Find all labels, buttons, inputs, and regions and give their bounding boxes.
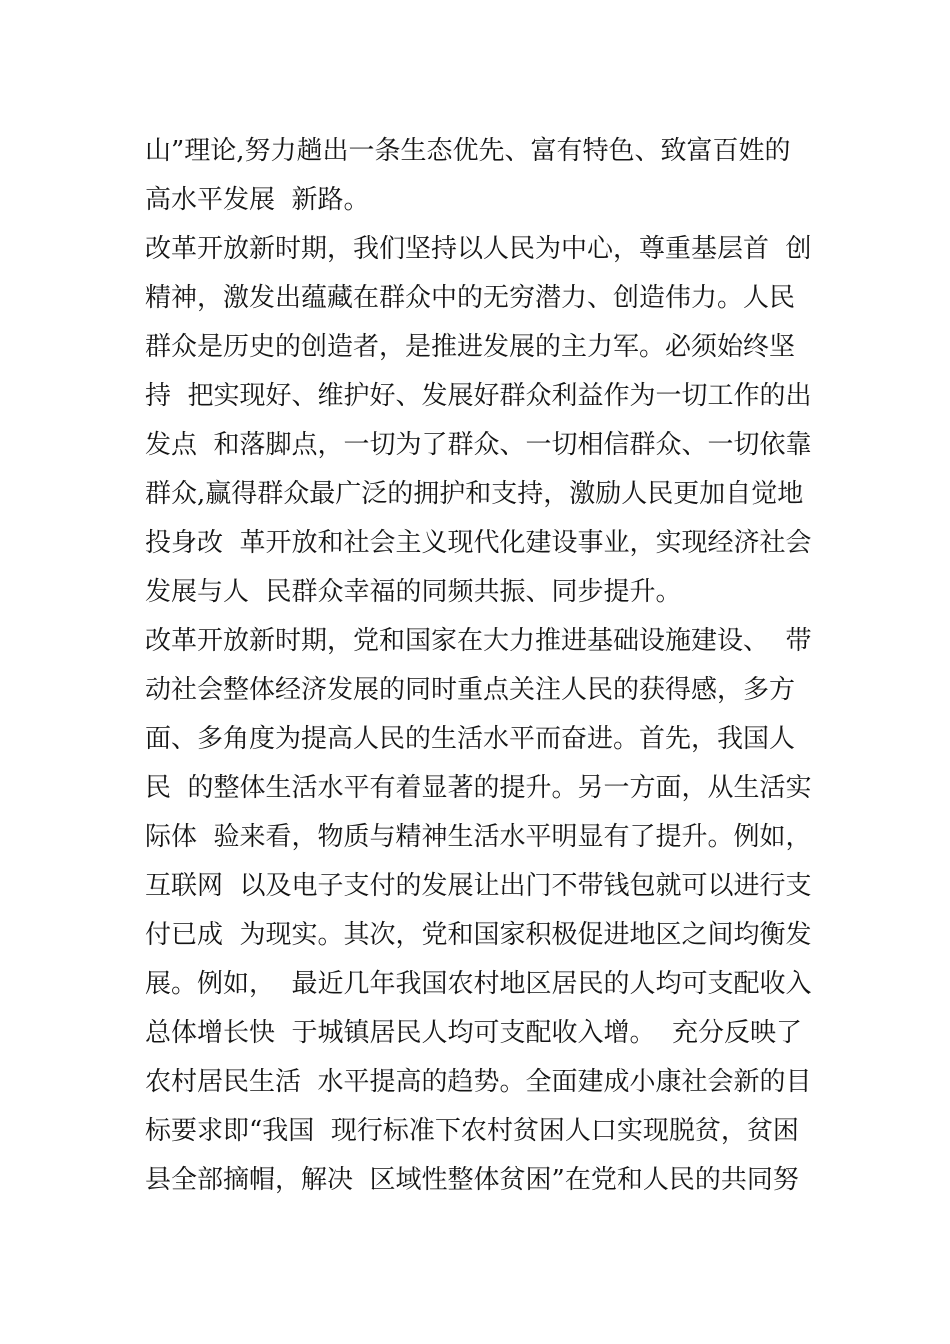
text-line: 展。例如， 最近几年我国农村地区居民的人均可支配收入 xyxy=(145,969,812,999)
text-line: 标要求即“我国 现行标准下农村贫困人口实现脱贫，贫困 xyxy=(145,1116,799,1146)
text-line: 群众是历史的创造者，是推进发展的主力军。必须始终坚 xyxy=(145,332,796,362)
text-line: 县全部摘帽，解决 区域性整体贫困”在党和人民的共同努 xyxy=(145,1165,799,1195)
text-line: 改革开放新时期，党和国家在大力推进基础设施建设、 带 xyxy=(145,626,812,656)
text-line: 民 的整体生活水平有着显著的提升。另一方面，从生活实 xyxy=(145,773,812,803)
text-line: 际体 验来看，物质与精神生活水平明显有了提升。例如， xyxy=(145,822,812,852)
text-line: 农村居民生活 水平提高的趋势。全面建成小康社会新的目 xyxy=(145,1067,812,1097)
text-line: 发点 和落脚点，一切为了群众、一切相信群众、一切依靠 xyxy=(145,430,812,460)
text-line: 持 把实现好、维护好、发展好群众利益作为一切工作的出 xyxy=(145,381,812,411)
text-line: 改革开放新时期，我们坚持以人民为中心，尊重基层首 创 xyxy=(145,234,812,264)
text-line: 互联网 以及电子支付的发展让出门不带钱包就可以进行支 xyxy=(145,871,812,901)
text-line: 精神，激发出蕴藏在群众中的无穷潜力、创造伟力。人民 xyxy=(145,283,796,313)
text-line: 总体增长快 于城镇居民人均可支配收入增。 充分反映了 xyxy=(145,1018,803,1048)
text-line: 群众,赢得群众最广泛的拥护和支持，激励人民更加自觉地 xyxy=(145,479,804,509)
text-line: 山”理论,努力趟出一条生态优先、富有特色、致富百姓的 xyxy=(145,136,791,166)
text-line: 付已成 为现实。其次，党和国家积极促进地区之间均衡发 xyxy=(145,920,812,950)
text-line: 面、多角度为提高人民的生活水平而奋进。首先，我国人 xyxy=(145,724,796,754)
text-line: 动社会整体经济发展的同时重点关注人民的获得感，多方 xyxy=(145,675,796,705)
text-line: 投身改 革开放和社会主义现代化建设事业，实现经济社会 xyxy=(145,528,812,558)
text-line: 高水平发展 新路。 xyxy=(145,185,370,215)
body-text xyxy=(145,127,825,1205)
text-line: 发展与人 民群众幸福的同频共振、同步提升。 xyxy=(145,577,682,607)
